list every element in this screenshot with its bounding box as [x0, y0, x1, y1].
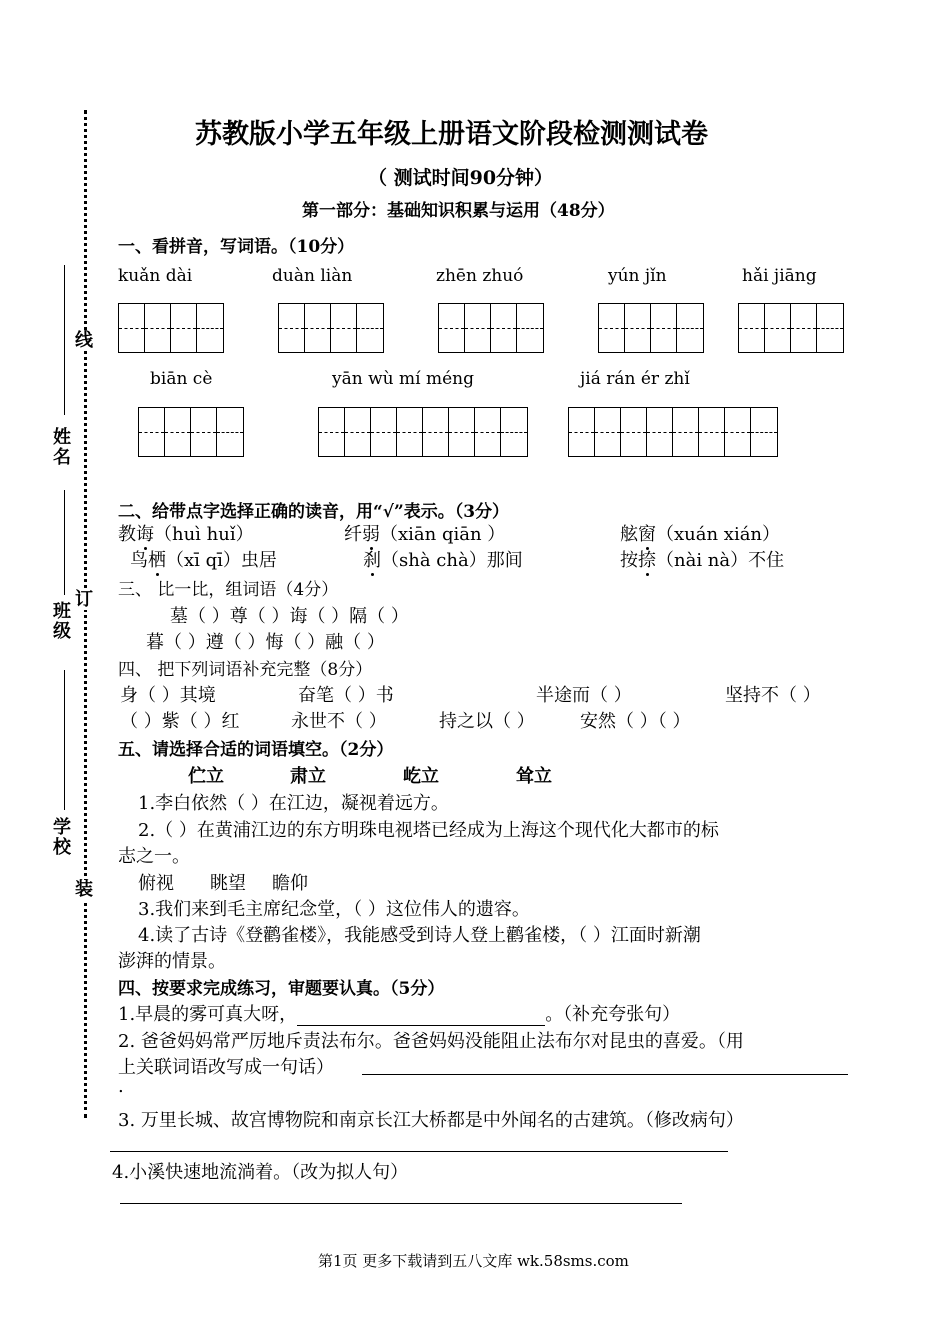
writing-cell[interactable] [651, 304, 677, 352]
writing-cell[interactable] [501, 408, 527, 456]
writing-cell[interactable] [191, 408, 217, 456]
school-label: 学校 [53, 817, 71, 858]
q4-item: （ ）紫（ ）红 [120, 711, 240, 732]
pinyin-label: kuǎn dài [118, 266, 193, 286]
q2-heading: 二、给带点字选择正确的读音，用“√”表示。（3分） [118, 502, 510, 522]
q2-item: 纤弱（xiān qiān ） [344, 524, 506, 545]
pinyin-label: hǎi jiāng [742, 266, 817, 286]
tianzige-grid[interactable] [318, 407, 528, 457]
writing-cell[interactable] [475, 408, 501, 456]
pinyin-label: yún jǐn [608, 266, 667, 286]
writing-cell[interactable] [279, 304, 305, 352]
q4-item: 持之以（ ） [439, 711, 535, 732]
pinyin-label: zhēn zhuó [436, 266, 524, 286]
word-choice: 瞻仰 [272, 873, 308, 894]
answer-line[interactable] [110, 1151, 728, 1152]
q4-heading: 四、 把下列词语补充完整（8分） [118, 660, 373, 680]
tianzige-grid[interactable] [438, 303, 544, 353]
name-label: 姓名 [53, 427, 71, 468]
word-choice: 耸立 [516, 766, 552, 787]
q3-line: 墓（ ）尊（ ）诲（ ）隔（ ） [170, 606, 409, 627]
tianzige-grid[interactable] [118, 303, 224, 353]
writing-cell[interactable] [305, 304, 331, 352]
q5-sentence: 3.我们来到毛主席纪念堂，（ ）这位伟人的遗容。 [138, 899, 530, 920]
writing-cell[interactable] [449, 408, 475, 456]
q6-sentence: 1.早晨的雾可真大呀， 。（补充夸张句） [118, 1004, 681, 1025]
q4-item: 坚持不（ ） [725, 685, 821, 706]
writing-cell[interactable] [217, 408, 243, 456]
page-footer: 第1页 更多下载请到五八文库 wk.58sms.com [318, 1252, 629, 1270]
q2-item: 舷窗（xuán xián） [620, 524, 781, 545]
writing-cell[interactable] [569, 408, 595, 456]
q1-heading: 一、看拼音，写词语。（10分） [118, 237, 355, 257]
writing-cell[interactable] [491, 304, 517, 352]
writing-cell[interactable] [625, 304, 651, 352]
writing-cell[interactable] [791, 304, 817, 352]
q3-line: 暮（ ）遵（ ）悔（ ）融（ ） [146, 632, 385, 653]
q2-item: 刹（shà chà）那间 [363, 550, 523, 571]
pinyin-label: biān cè [150, 369, 213, 389]
tianzige-grid[interactable] [138, 407, 244, 457]
school-blank-line [64, 670, 65, 810]
answer-line[interactable] [120, 1203, 682, 1204]
q5-sentence: 志之一。 [118, 846, 190, 867]
q5-sentence: 2.（ ）在黄浦江边的东方明珠电视塔已经成为上海这个现代化大都市的标 [138, 820, 719, 841]
class-label: 班级 [53, 601, 71, 642]
writing-cell[interactable] [765, 304, 791, 352]
pinyin-label: jiá rán ér zhǐ [580, 369, 690, 389]
writing-cell[interactable] [725, 408, 751, 456]
q6-sentence: 2. 爸爸妈妈常严厉地斥责法布尔。爸爸妈妈没能阻止法布尔对昆虫的喜爱。（用 [118, 1031, 744, 1052]
q6-heading: 四、按要求完成练习，审题要认真。（5分） [118, 979, 445, 999]
tianzige-grid[interactable] [568, 407, 778, 457]
writing-cell[interactable] [647, 408, 673, 456]
writing-cell[interactable] [357, 304, 383, 352]
writing-cell[interactable] [171, 304, 197, 352]
q4-item: 永世不（ ） [291, 711, 387, 732]
writing-cell[interactable] [197, 304, 223, 352]
q6-sentence: 4.小溪快速地流淌着。（改为拟人句） [112, 1162, 409, 1183]
binding-dotted-line [84, 110, 87, 1118]
answer-line[interactable] [362, 1074, 848, 1075]
time-note: （ 测试时间90分钟） [368, 167, 554, 189]
q6-period: . [118, 1076, 124, 1097]
writing-cell[interactable] [119, 304, 145, 352]
part-one-heading: 第一部分：基础知识积累与运用（48分） [302, 201, 615, 221]
writing-cell[interactable] [517, 304, 543, 352]
writing-cell[interactable] [621, 408, 647, 456]
writing-cell[interactable] [599, 304, 625, 352]
writing-cell[interactable] [165, 408, 191, 456]
q6-sentence: 上关联词语改写成一句话） [118, 1057, 334, 1078]
word-choice: 屹立 [403, 766, 439, 787]
q5-sentence: 1.李白依然（ ）在江边，凝视着远方。 [138, 793, 449, 814]
tianzige-grid[interactable] [598, 303, 704, 353]
q2-item: 按捺（nài nà）不住 [620, 550, 785, 571]
word-choice: 俯视 [138, 873, 174, 894]
seal-zhuang-char: 装 [75, 879, 93, 900]
pinyin-label: yān wù mí méng [332, 369, 474, 389]
writing-cell[interactable] [145, 304, 171, 352]
writing-cell[interactable] [439, 304, 465, 352]
seal-line-char: 线 [75, 330, 93, 351]
q4-item: 身（ ）其境 [120, 685, 216, 706]
q6-sentence: 3. 万里长城、故宫博物院和南京长江大桥都是中外闻名的古建筑。（修改病句） [118, 1110, 744, 1131]
q5-sentence: 澎湃的情景。 [118, 951, 226, 972]
tianzige-grid[interactable] [738, 303, 844, 353]
q5-sentence: 4.读了古诗《登鹳雀楼》，我能感受到诗人登上鹳雀楼，（ ）江面时新潮 [138, 925, 701, 946]
page-title: 苏教版小学五年级上册语文阶段检测测试卷 [195, 119, 708, 150]
seal-ding-char: 订 [75, 589, 93, 610]
writing-cell[interactable] [397, 408, 423, 456]
writing-cell[interactable] [673, 408, 699, 456]
word-choice: 眺望 [210, 873, 246, 894]
tianzige-grid[interactable] [278, 303, 384, 353]
writing-cell[interactable] [371, 408, 397, 456]
pinyin-label: duàn liàn [272, 266, 353, 286]
name-blank-line [64, 265, 65, 415]
q3-heading: 三、 比一比，组词语（4分） [118, 580, 339, 600]
word-choice: 伫立 [188, 766, 224, 787]
writing-cell[interactable] [751, 408, 777, 456]
writing-cell[interactable] [595, 408, 621, 456]
q4-item: 半途而（ ） [536, 685, 632, 706]
q2-item: 教诲（huì huǐ） [118, 524, 254, 545]
q2-item: 鸟栖（xī qī）虫居 [130, 550, 277, 571]
q4-item: 安然（ ）（ ） [580, 711, 691, 732]
writing-cell[interactable] [817, 304, 843, 352]
writing-cell[interactable] [465, 304, 491, 352]
writing-cell[interactable] [319, 408, 345, 456]
writing-cell[interactable] [345, 408, 371, 456]
writing-cell[interactable] [699, 408, 725, 456]
writing-cell[interactable] [423, 408, 449, 456]
writing-cell[interactable] [677, 304, 703, 352]
q4-item: 奋笔（ ）书 [298, 685, 394, 706]
writing-cell[interactable] [139, 408, 165, 456]
writing-cell[interactable] [331, 304, 357, 352]
word-choice: 肃立 [290, 766, 326, 787]
writing-cell[interactable] [739, 304, 765, 352]
class-blank-line [64, 490, 65, 595]
q5-heading: 五、请选择合适的词语填空。（2分） [118, 740, 394, 760]
